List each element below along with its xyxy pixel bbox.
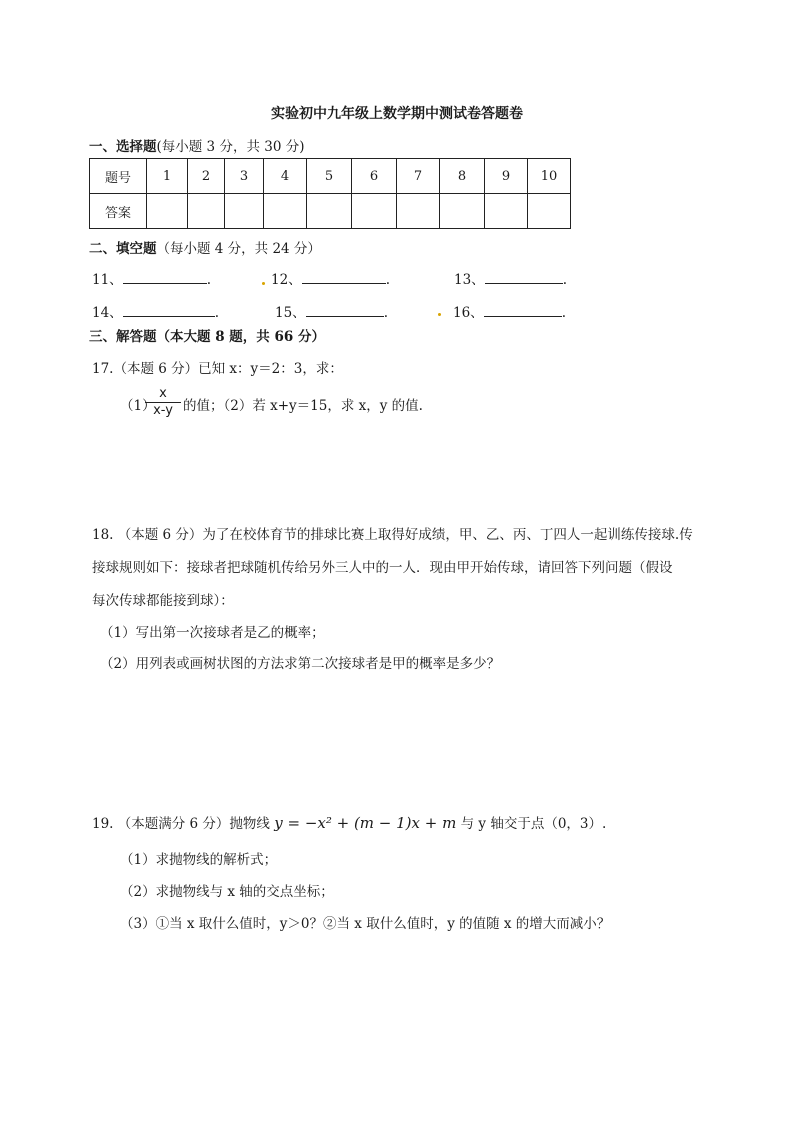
blank-period: . [562, 272, 567, 288]
decorative-dot [262, 282, 265, 285]
question-number: 7 [397, 159, 440, 194]
answer-table [89, 158, 571, 229]
q17-part1-prefix: （1） [120, 398, 156, 414]
q19-prefix: 19. （本题满分 6 分）抛物线 [92, 816, 270, 832]
fraction-numerator: x [145, 386, 181, 403]
section1-heading: 一、选择题 [89, 139, 157, 155]
q17-rest: 的值；（2）若 x+y＝15，求 x，y 的值. [183, 398, 423, 414]
q19-formula: y = −x² + (m − 1)x + m [274, 814, 457, 832]
blank-period: . [561, 305, 566, 321]
q19-part3: （3）①当 x 取什么值时，y＞0？②当 x 取什么值时，y 的值随 x 的增大而减小？ [120, 916, 611, 932]
answer-cell[interactable] [485, 194, 528, 229]
q18-line2: 接球规则如下：接球者把球随机传给另外三人中的一人．现由甲开始传球，请回答下列问题（假设 [92, 560, 673, 576]
q18-part1: （1）写出第一次接球者是乙的概率； [100, 625, 325, 641]
q18-part2: （2）用列表或画树状图的方法求第二次接球者是甲的概率是多少？ [100, 656, 501, 672]
question-number: 6 [352, 159, 397, 194]
answer-blank[interactable] [306, 302, 384, 317]
page-title: 实验初中九年级上数学期中测试卷答题卷 [271, 106, 523, 122]
question-number: 3 [225, 159, 264, 194]
blank-item-15 [275, 301, 388, 321]
question-number: 10 [528, 159, 571, 194]
q19-part2: （2）求抛物线与 x 轴的交点坐标； [120, 884, 334, 900]
row-label-number: 题号 [90, 159, 147, 194]
blank-number: 15、 [275, 305, 306, 321]
blank-number: 11、 [92, 272, 123, 288]
q19-stem [92, 812, 606, 832]
q19-part1: （1）求抛物线的解析式； [120, 852, 278, 868]
answer-blank[interactable] [302, 269, 386, 284]
blank-item-13 [454, 268, 567, 288]
answer-blank[interactable] [485, 269, 563, 284]
blank-item-11 [92, 268, 211, 288]
answer-cell[interactable] [352, 194, 397, 229]
question-number: 2 [188, 159, 225, 194]
section3-header [89, 325, 325, 345]
q17-stem: 17.（本题 6 分）已知 x：y＝2：3，求： [92, 361, 343, 377]
answer-cell[interactable] [188, 194, 225, 229]
question-number: 1 [147, 159, 188, 194]
blank-number: 16、 [453, 305, 484, 321]
fraction-denominator: x-y [153, 403, 173, 418]
answer-blank[interactable] [484, 302, 562, 317]
section1-note: (每小题 3 分，共 30 分) [156, 139, 305, 155]
section3-heading: 三、解答题（本大题 8 题，共 66 分） [89, 329, 325, 345]
answer-cell[interactable] [147, 194, 188, 229]
decorative-dot [438, 313, 441, 316]
blank-number: 13、 [454, 272, 485, 288]
answer-cell[interactable] [397, 194, 440, 229]
answer-cell[interactable] [528, 194, 571, 229]
question-number: 8 [440, 159, 485, 194]
q17-fraction [145, 386, 181, 419]
section2-header [89, 237, 321, 257]
answer-cell[interactable] [307, 194, 352, 229]
blank-period: . [214, 305, 219, 321]
blank-item-16 [453, 301, 566, 321]
answer-blank[interactable] [123, 269, 207, 284]
section2-heading: 二、填空题 [89, 241, 157, 257]
blank-period: . [385, 272, 390, 288]
section1-header [89, 135, 304, 155]
q19-suffix: 与 y 轴交于点（0，3）. [460, 816, 607, 832]
q18-line1: 18. （本题 6 分）为了在校体育节的排球比赛上取得好成绩，甲、乙、丙、丁四人一起训练传接球.传 [92, 527, 693, 543]
blank-period: . [206, 272, 211, 288]
answer-blank[interactable] [123, 302, 215, 317]
q18-line3: 每次传球都能接到球）： [92, 593, 234, 609]
blank-period: . [383, 305, 388, 321]
question-number: 9 [485, 159, 528, 194]
section2-note: （每小题 4 分，共 24 分） [156, 241, 321, 257]
blank-number: 14、 [92, 305, 123, 321]
blank-item-12 [271, 268, 390, 288]
blank-item-14 [92, 301, 219, 321]
blank-number: 12、 [271, 272, 302, 288]
table-row-answers [90, 194, 571, 229]
row-label-answer: 答案 [90, 194, 147, 229]
table-row-numbers [90, 159, 571, 194]
answer-cell[interactable] [225, 194, 264, 229]
question-number: 5 [307, 159, 352, 194]
answer-cell[interactable] [440, 194, 485, 229]
question-number: 4 [264, 159, 307, 194]
answer-cell[interactable] [264, 194, 307, 229]
